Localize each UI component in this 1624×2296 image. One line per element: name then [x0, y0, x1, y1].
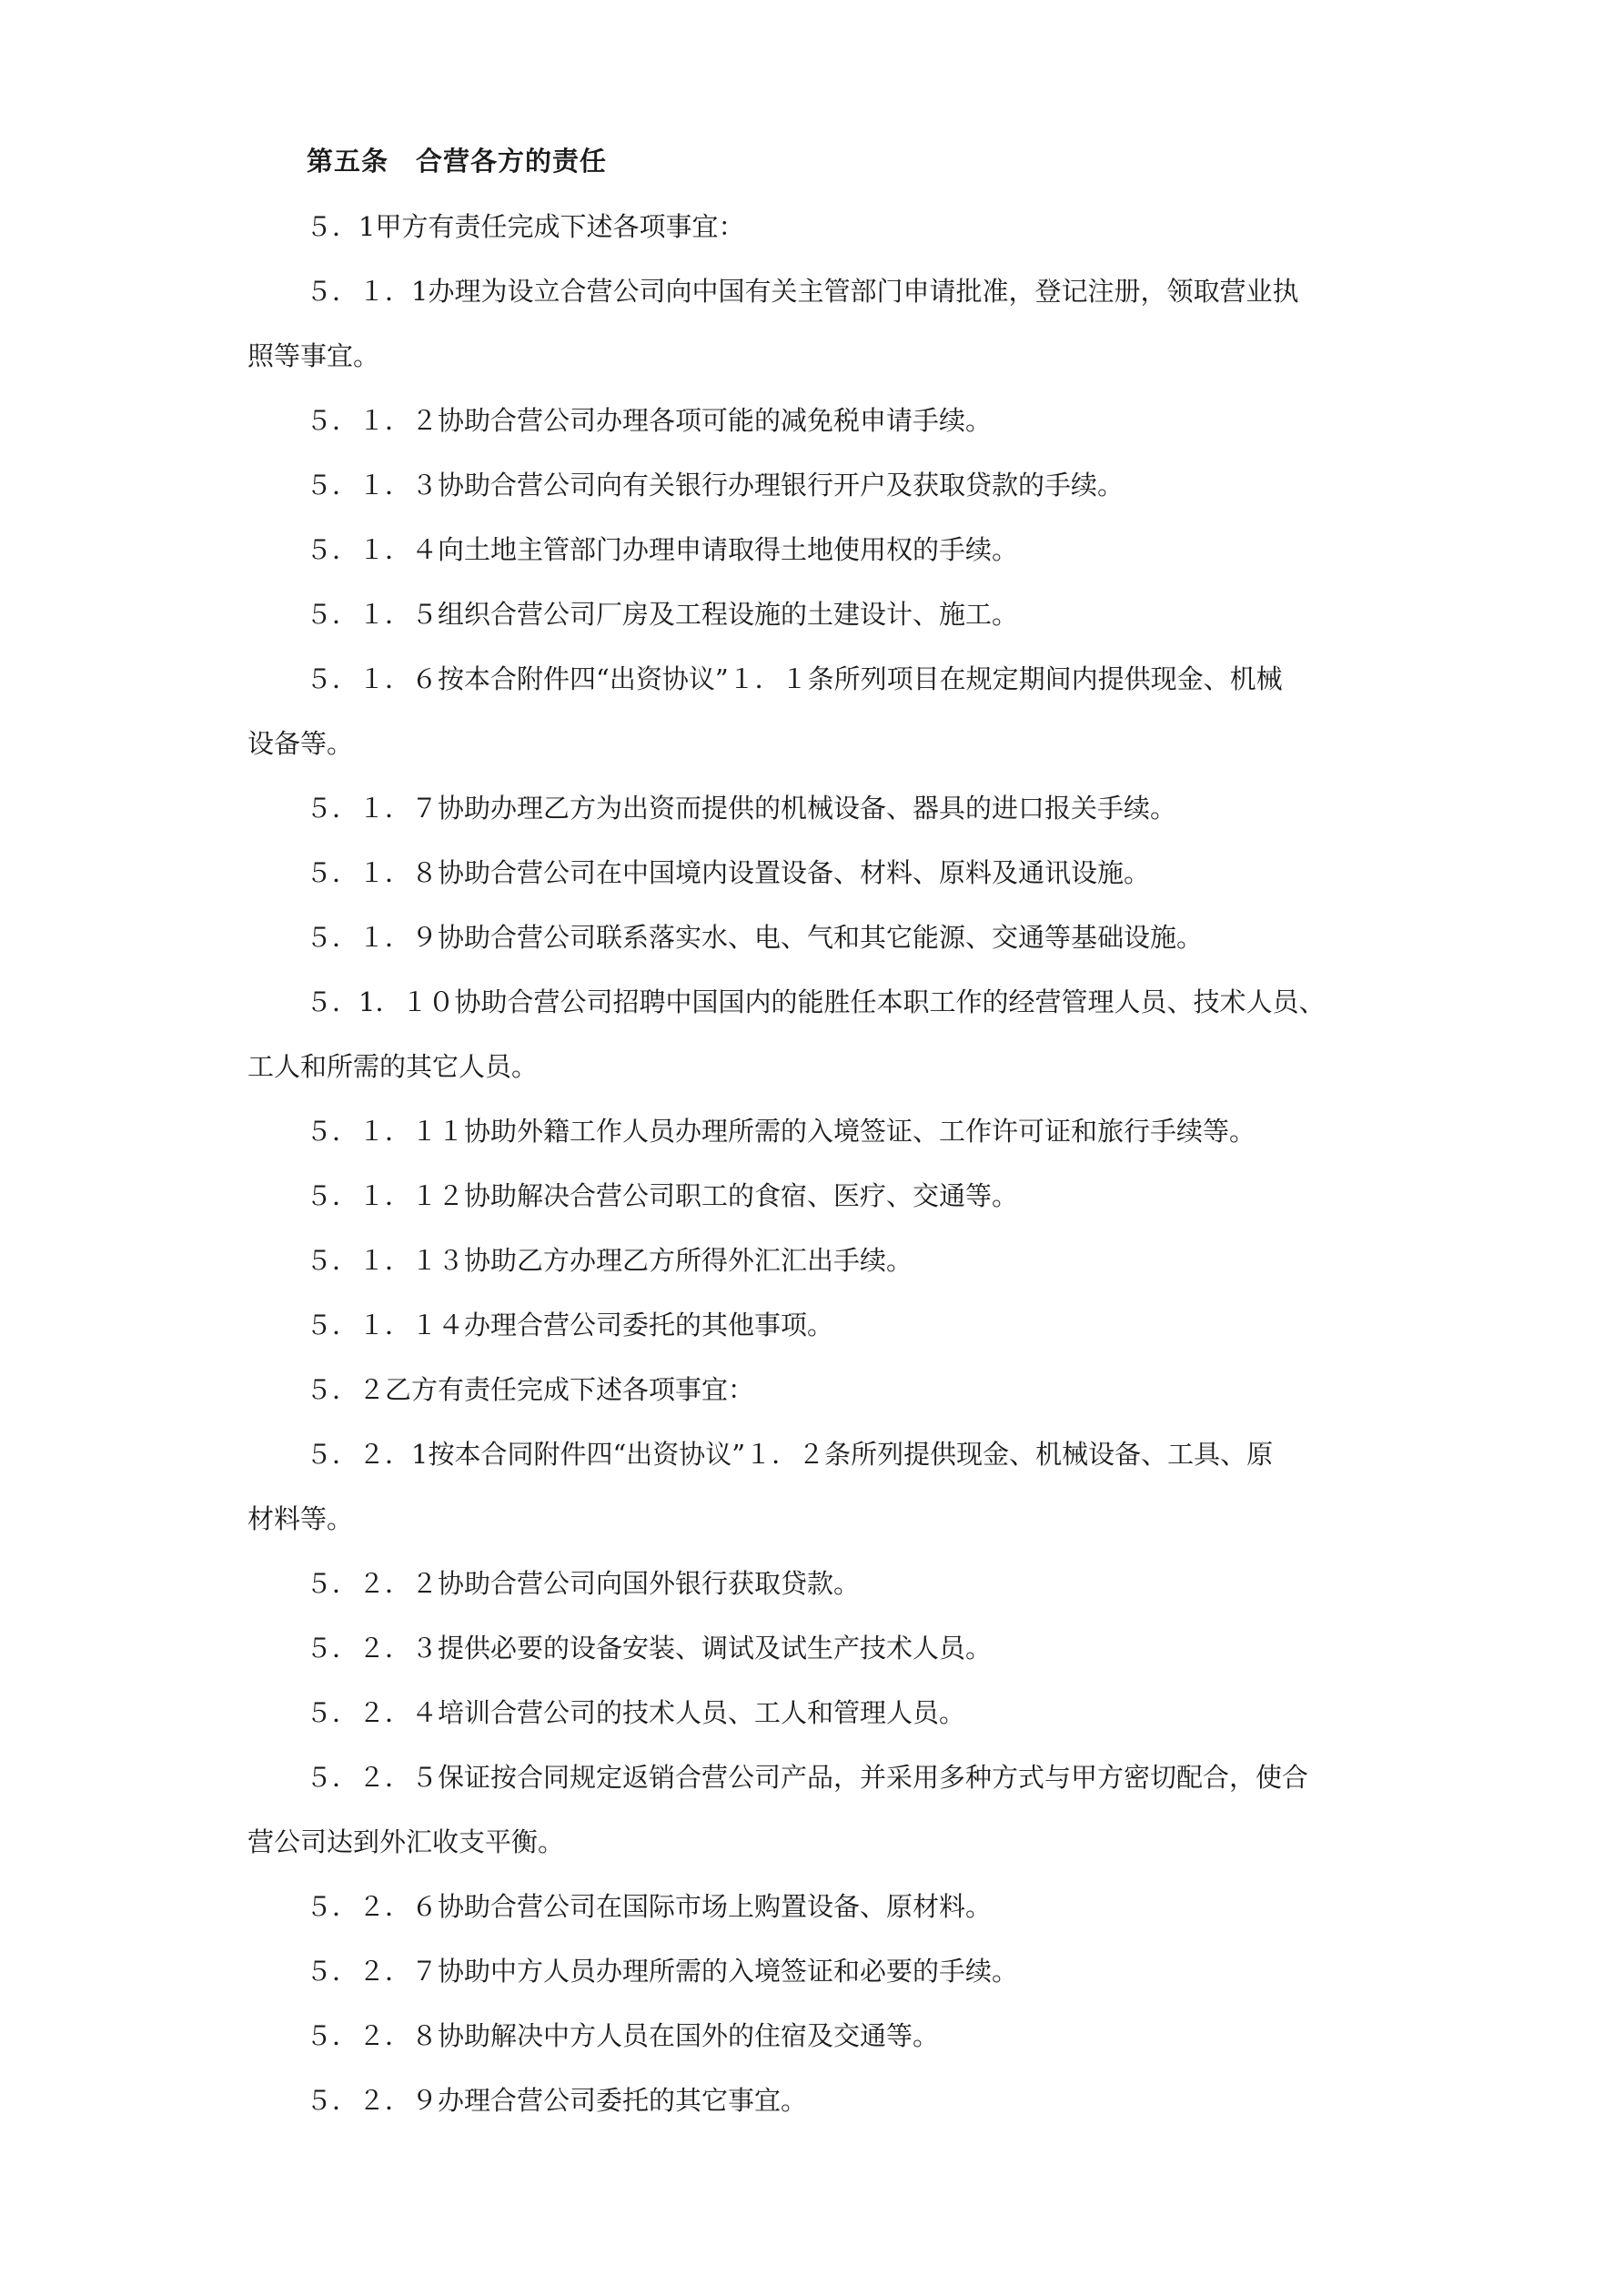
clause-5-1-3 [247, 453, 1392, 518]
clause-5-1-2 [247, 389, 1392, 453]
clause-line: ５．２．７协助中方人员办理所需的入境签证和必要的手续。 [306, 1956, 1019, 1987]
clause-line: ５．１．６按本合附件四“出资协议”１．１条所列项目在规定期间内提供现金、机械 [306, 663, 1283, 694]
clause-5-1-1 [247, 259, 1392, 389]
clause-5-2-1 [247, 1422, 1392, 1552]
clause-line: ５．１．1办理为设立合营公司向中国有关主管部门申请批准，登记注册，领取营业执 [306, 276, 1299, 307]
clause-line: ５．１．７协助办理乙方为出资而提供的机械设备、器具的进口报关手续。 [306, 793, 1177, 824]
clause-5-1-14 [247, 1293, 1392, 1358]
clause-5-1-12 [247, 1164, 1392, 1229]
clause-line: ５．１．２协助合营公司办理各项可能的减免税申请手续。 [306, 405, 993, 436]
clause-5-2-5 [247, 1745, 1392, 1875]
clause-5-2-2 [247, 1552, 1392, 1616]
clause-line-continued: 照等事宜。 [247, 340, 380, 371]
clause-5-1-7 [247, 776, 1392, 841]
clause-line-continued: 工人和所需的其它人员。 [247, 1051, 539, 1082]
clause-line: ５．1甲方有责任完成下述各项事宜： [306, 211, 745, 242]
clause-5-2-9 [247, 2068, 1392, 2133]
clause-line: ５．２乙方有责任完成下述各项事宜： [306, 1374, 755, 1405]
clause-line: ５．１．１４办理合营公司委托的其他事项。 [306, 1310, 834, 1340]
clause-line: ５．１．９协助合营公司联系落实水、电、气和其它能源、交通等基础设施。 [306, 922, 1204, 953]
clause-line: ５．２．1按本合同附件四“出资协议”１．２条所列提供现金、机械设备、工具、原 [306, 1439, 1274, 1470]
clause-line: ５．１．１２协助解决合营公司职工的食宿、医疗、交通等。 [306, 1180, 1019, 1211]
clause-5-2-6 [247, 1875, 1392, 1939]
clause-5-1-5 [247, 582, 1392, 647]
clause-line: ５．１．５组织合营公司厂房及工程设施的土建设计、施工。 [306, 599, 1019, 630]
clause-line: ５．２．６协助合营公司在国际市场上购置设备、原材料。 [306, 1891, 993, 1922]
clause-line-continued: 设备等。 [247, 728, 354, 759]
article-heading: 第五条 合营各方的责任 [307, 146, 608, 177]
clause-5-1-11 [247, 1099, 1392, 1164]
clause-5-1-4 [247, 518, 1392, 582]
clause-5-2-7 [247, 1939, 1392, 2004]
clause-5-1 [247, 195, 1392, 259]
clause-line: ５．1．１０协助合营公司招聘中国国内的能胜任本职工作的经营管理人员、技术人员、 [306, 986, 1326, 1017]
clause-line-continued: 材料等。 [247, 1503, 354, 1534]
clause-line: ５．２．２协助合营公司向国外银行获取贷款。 [306, 1568, 861, 1599]
clause-line: ５．１．３协助合营公司向有关银行办理银行开户及获取贷款的手续。 [306, 470, 1125, 501]
clause-line: ５．２．４培训合营公司的技术人员、工人和管理人员。 [306, 1697, 966, 1728]
clause-5-1-9 [247, 905, 1392, 970]
clause-line: ５．１．１１协助外籍工作人员办理所需的入境签证、工作许可证和旅行手续等。 [306, 1116, 1256, 1147]
clause-5-2-3 [247, 1616, 1392, 1681]
clause-line-continued: 营公司达到外汇收支平衡。 [247, 1826, 565, 1857]
clause-5-2-4 [247, 1681, 1392, 1745]
clause-5-1-6 [247, 647, 1392, 776]
clause-line: ５．２．９办理合营公司委托的其它事宜。 [306, 2085, 808, 2116]
clause-5-1-8 [247, 841, 1392, 905]
clause-line: ５．１．４向土地主管部门办理申请取得土地使用权的手续。 [306, 534, 1019, 565]
clause-5-2-8 [247, 2004, 1392, 2068]
clause-5-2 [247, 1358, 1392, 1422]
clause-line: ５．１．８协助合营公司在中国境内设置设备、材料、原料及通讯设施。 [306, 857, 1151, 888]
clause-line: ５．１．１３协助乙方办理乙方所得外汇汇出手续。 [306, 1245, 913, 1276]
clause-line: ５．２．３提供必要的设备安装、调试及试生产技术人员。 [306, 1633, 993, 1664]
clause-5-1-10 [247, 970, 1392, 1099]
clause-5-1-13 [247, 1229, 1392, 1293]
clause-line: ５．２．５保证按合同规定返销合营公司产品，并采用多种方式与甲方密切配合，使合 [306, 1762, 1309, 1793]
clause-line: ５．２．８协助解决中方人员在国外的住宿及交通等。 [306, 2020, 940, 2051]
